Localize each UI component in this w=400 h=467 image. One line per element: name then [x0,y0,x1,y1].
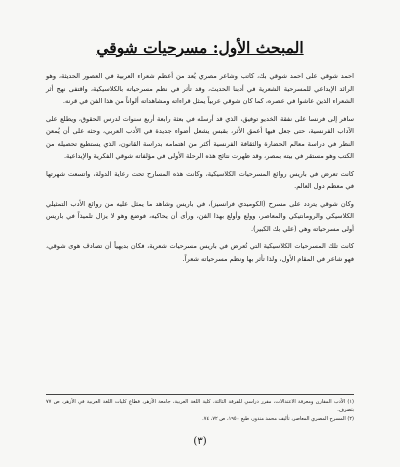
heading-text: المبحث الأول: مسرحيات شوقي [96,38,304,57]
section-heading [0,38,400,57]
footnote-2: (٢) المسرح المصري المعاصر، تأليف محمد مندور، طبع ١٩٥٠، ص ٧٢، ٧٤. [202,416,354,422]
page-number: (٣) [193,436,207,447]
paragraph-4: وكان شوقي يتردد على مسرح (الكوميدي فرانسيز)، في باريس وشاهد ما يمثل عليه من روائع الأدب التمثيلي الكلاسيكي والرومانتيكي والمعاصر، وولع وأولع بهذا الفن، ورأى أن يحاكيه، فوضع وهو لا يزال تلميذاً في باريس أولى مسرحياته وهي (علي بك الكبير). [46,199,354,233]
body-text [46,70,354,270]
paragraph-2: سافر إلى فرنسا على نفقة الخديو توفيق، الذي قد أرسله في بعثة رابعة أربع سنوات لدرس الحقوق، ويطلع على الآداب الفرنسية، حتى جعل فيها أعمق الأثر، بقبس يشعل أضواء جديدة في الأدب العربي، وحثه على أن يُمعن النظر في دراسة معالم الحضارة والثقافة الفرنسية أكثر من اهتمامه بدراسة القانون، الذي يستطيع تحصيله من الكتب وهو مستقر في بيته بمصر، وقد ظهرت نتائج هذه الرحلة الأولى في مؤلفاته شوقي الفكرية والإبداعية. [46,114,354,160]
footnotes [46,394,354,424]
footnote-1: (١) الأدب المقارن ومعرفة الاعتدالات، مقرر دراسي للفرقة الثالثة، كلية اللغة العربية، جامعة الأزهر، قطاع كليات اللغة العربية في الأزهر، ص ٧٧ بتصرف. [46,399,354,413]
paragraph-1: احمد شوقي على احمد شوقي بك، كاتب وشاعر مصري يُعد من أعظم شعراء العربية في العصور الحديثة، وهو الرائد الإبداعي للمسرحية الشعرية في أدبنا الحديث، وقد تأثر في نظم مسرحياته بالكلاسيكية، واقتفى نهج أثر الشعراء الذين عاشوا في عصره، كما كان شوقي عربياً يمثل قراءاته ومشاهداته ألواناً من هذا الفن في قرنه. [46,72,354,105]
paragraph-3: كانت تعرض في باريس روائع المسرحيات الكلاسيكية، وكانت هذه المسارح تحت رعاية الدولة، واتسعت شهرتها في معظم دول العالم. [46,169,354,190]
paragraph-5: كانت تلك المسرحيات الكلاسيكية التي تُعرض في باريس مسرحيات شعرية، فكان بديهياً أن تصادف هوى شوقي، فهو شاعر في المقام الأول، ولذا تأثر بها ونظم مسرحياته شعراً. [46,242,354,263]
